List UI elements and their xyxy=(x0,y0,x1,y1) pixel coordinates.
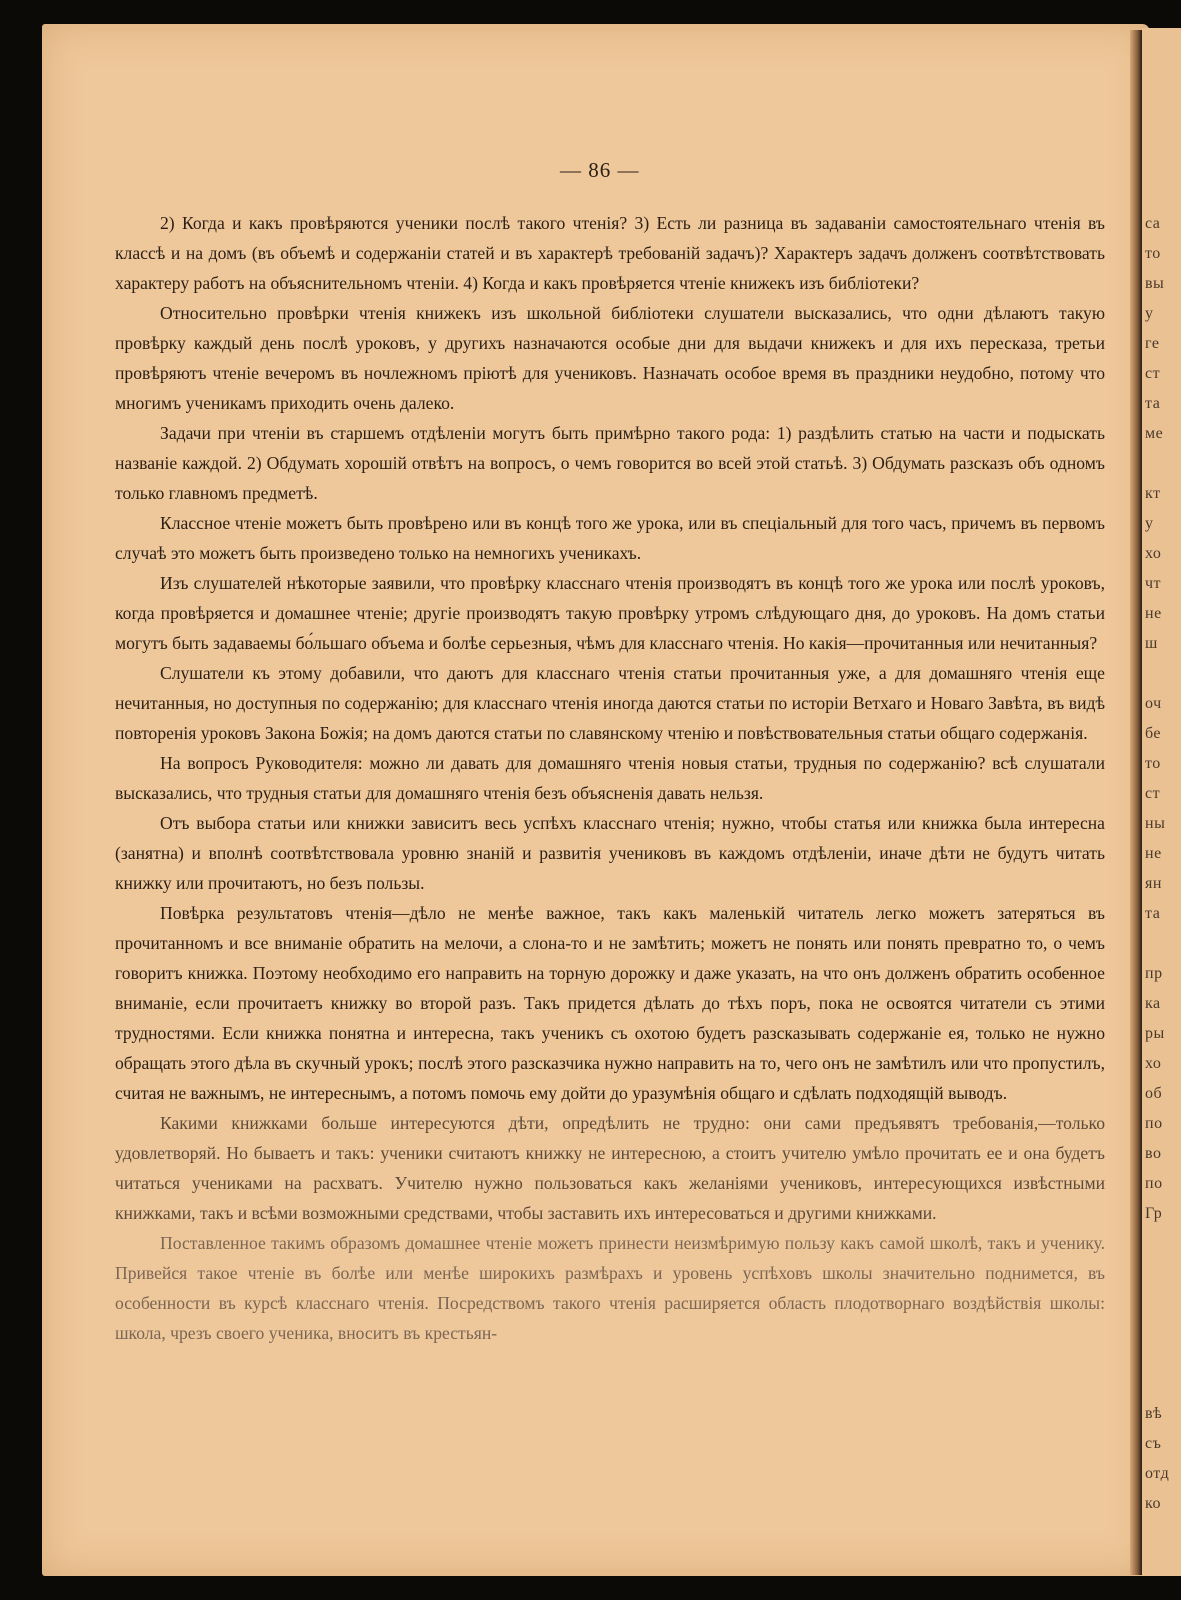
margin-fragment: вы xyxy=(1145,275,1165,292)
margin-fragment: то xyxy=(1145,755,1161,772)
margin-fragment: ст xyxy=(1145,785,1161,802)
margin-fragment: не xyxy=(1145,845,1162,862)
margin-fragment: не xyxy=(1145,605,1162,622)
margin-fragment: хо xyxy=(1145,1055,1162,1072)
margin-fragment: съ xyxy=(1145,1435,1162,1452)
body-text xyxy=(115,208,1105,1348)
paragraph: Отъ выбора статьи или книжки зависитъ весь успѣхъ класснаго чтенія; нужно, чтобы статья или книжка была интересна (занятна) и вполнѣ соотвѣтствовала уровню знаній и развитія учениковъ въ каждомъ отдѣленіи, иначе дѣти не будутъ читать книжку или прочитаютъ, но безъ пользы. xyxy=(115,813,1105,893)
margin-fragment: кт xyxy=(1145,485,1161,502)
margin-fragment: по xyxy=(1145,1175,1163,1192)
margin-fragment: ры xyxy=(1145,1025,1165,1042)
margin-fragment: са xyxy=(1145,215,1161,232)
margin-fragment: ст xyxy=(1145,365,1161,382)
margin-fragment: ян xyxy=(1145,875,1162,892)
margin-fragment: отд xyxy=(1145,1465,1170,1482)
adjacent-page-edge xyxy=(1142,28,1181,1576)
page-gutter xyxy=(1130,30,1142,1575)
margin-fragment: ка xyxy=(1145,995,1161,1012)
margin-fragment: по xyxy=(1145,1115,1163,1132)
margin-fragment: та xyxy=(1145,905,1161,922)
margin-fragment: оч xyxy=(1145,695,1162,712)
margin-fragment: Гр xyxy=(1145,1205,1163,1222)
margin-fragment: у xyxy=(1145,515,1154,532)
margin-fragment: пр xyxy=(1145,965,1163,982)
page-number: — 86 — xyxy=(560,158,640,182)
margin-fragment: то xyxy=(1145,245,1161,262)
paragraph: 2) Когда и какъ провѣряются ученики послѣ такого чтенія? 3) Есть ли разница въ задаваніи самостоятельнаго чтенія въ классѣ и на домъ (въ объемѣ и содержаніи статей и въ характерѣ требованій задачъ)? Характеръ задачъ долженъ соотвѣтствовать характеру работъ на объяснительномъ чтеніи. 4) Когда и какъ провѣряется чтеніе книжекъ изъ библіотеки? xyxy=(115,213,1105,293)
margin-fragment: ге xyxy=(1145,335,1160,352)
margin-fragment: ме xyxy=(1145,425,1164,442)
margin-fragment: во xyxy=(1145,1145,1162,1162)
margin-fragment: хо xyxy=(1145,545,1162,562)
paragraph: Задачи при чтеніи въ старшемъ отдѣленіи могутъ быть примѣрно такого рода: 1) раздѣлить статью на части и подыскать названіе каждой. 2) Обдумать хорошій отвѣтъ на вопросъ, о чемъ говорится во всей этой статьѣ. 3) Обдумать разсказъ объ одномъ только главномъ предметѣ. xyxy=(115,423,1105,503)
margin-fragment: ш xyxy=(1145,635,1158,652)
paragraph: Какими книжками больше интересуются дѣти, опредѣлить не трудно: они сами предъявятъ требованія,—только удовлетворяй. Но бываетъ и такъ: ученики считаютъ книжку не интересною, а стоитъ учителю умѣло прочитать ее и она будетъ читаться учениками на расхватъ. Учителю нужно пользоваться какъ желаніями учениковъ, интересующихся извѣстными книжками, такъ и всѣми возможными средствами, чтобы заставить ихъ интересоваться и другими книжками. xyxy=(115,1113,1105,1223)
margin-fragment: ко xyxy=(1145,1495,1161,1512)
margin-fragment: ны xyxy=(1145,815,1166,832)
margin-fragment: чт xyxy=(1145,575,1162,592)
margin-fragment: вѣ xyxy=(1145,1405,1163,1422)
paragraph: Изъ слушателей нѣкоторые заявили, что провѣрку класснаго чтенія производятъ въ концѣ того же урока или послѣ уроковъ, когда провѣряется и домашнее чтеніе; другіе производятъ такую провѣрку утромъ слѣдующаго дня, до уроковъ. На домъ статьи могутъ быть задаваемы бо́льшаго объема и болѣе серьезныя, чѣмъ для класснаго чтенія. Но какія—прочитанныя или нечитанныя? xyxy=(115,573,1105,653)
margin-fragment: об xyxy=(1145,1085,1163,1102)
paragraph: Классное чтеніе можетъ быть провѣрено или въ концѣ того же урока, или въ спеціальный для того часъ, причемъ въ первомъ случаѣ это можетъ быть произведено только на немногихъ ученикахъ. xyxy=(115,513,1105,563)
paragraph: Слушатели къ этому добавили, что даютъ для класснаго чтенія статьи прочитанныя уже, а для домашняго чтенія еще нечитанныя, но доступныя по содержанію; для класснаго чтенія иногда даются статьи по исторіи Ветхаго и Новаго Завѣта, въ видѣ повторенія уроковъ Закона Божія; на домъ даются статьи по славянскому чтенію и повѣствовательныя статьи общаго содержанія. xyxy=(115,663,1105,743)
paragraph: На вопросъ Руководителя: можно ли давать для домашняго чтенія новыя статьи, трудныя по содержанію? всѣ слушатали высказались, что трудныя статьи для домашняго чтенія безъ объясненія давать нельзя. xyxy=(115,753,1105,803)
margin-fragment: у xyxy=(1145,305,1154,322)
margin-fragment: бе xyxy=(1145,725,1162,742)
paragraph: Повѣрка результатовъ чтенія—дѣло не менѣе важное, такъ какъ маленькій читатель легко можетъ затеряться въ прочитанномъ и все вниманіе обратить на мелочи, а слона-то и не замѣтить; можетъ не понять или понять превратно то, о чемъ говоритъ книжка. Поэтому необходимо его направить на торную дорожку и даже указать, на что онъ долженъ обратить особенное вниманіе, если прочитаетъ книжку во второй разъ. Такъ придется дѣлать до тѣхъ поръ, пока не освоятся читатели съ этими трудностями. Если книжка понятна и интересна, такъ ученикъ съ охотою будетъ разсказывать содержаніе ея, только не нужно обращать этого дѣла въ скучный урокъ; послѣ этого разсказчика нужно направить на то, чего онъ не замѣтилъ или что пропустилъ, считая не важнымъ, не интереснымъ, а потомъ помочь ему дойти до уразумѣнія общаго и сдѣлать подходящій выводъ. xyxy=(115,903,1105,1103)
paragraph: Поставленное такимъ образомъ домашнее чтеніе можетъ принести неизмѣримую пользу какъ самой школѣ, такъ и ученику. Привейся такое чтеніе въ болѣе или менѣе широкихъ размѣрахъ и уровень успѣховъ школы значительно поднимется, въ особенности въ курсѣ класснаго чтенія. Посредствомъ такого чтенія расширяется область плодотворнаго воздѣйствія школы: школа, чрезъ своего ученика, вноситъ въ крестьян- xyxy=(115,1233,1105,1343)
paragraph: Относительно провѣрки чтенія книжекъ изъ школьной библіотеки слушатели высказались, что одни дѣлаютъ такую провѣрку каждый день послѣ уроковъ, у другихъ назначаются особые дни для выдачи книжекъ и для ихъ пересказа, третьи провѣряютъ чтеніе вечеромъ въ ночлежномъ пріютѣ для учениковъ. Назначать особое время въ праздники неудобно, потому что многимъ ученикамъ приходить очень далеко. xyxy=(115,303,1105,413)
margin-fragment: та xyxy=(1145,395,1161,412)
